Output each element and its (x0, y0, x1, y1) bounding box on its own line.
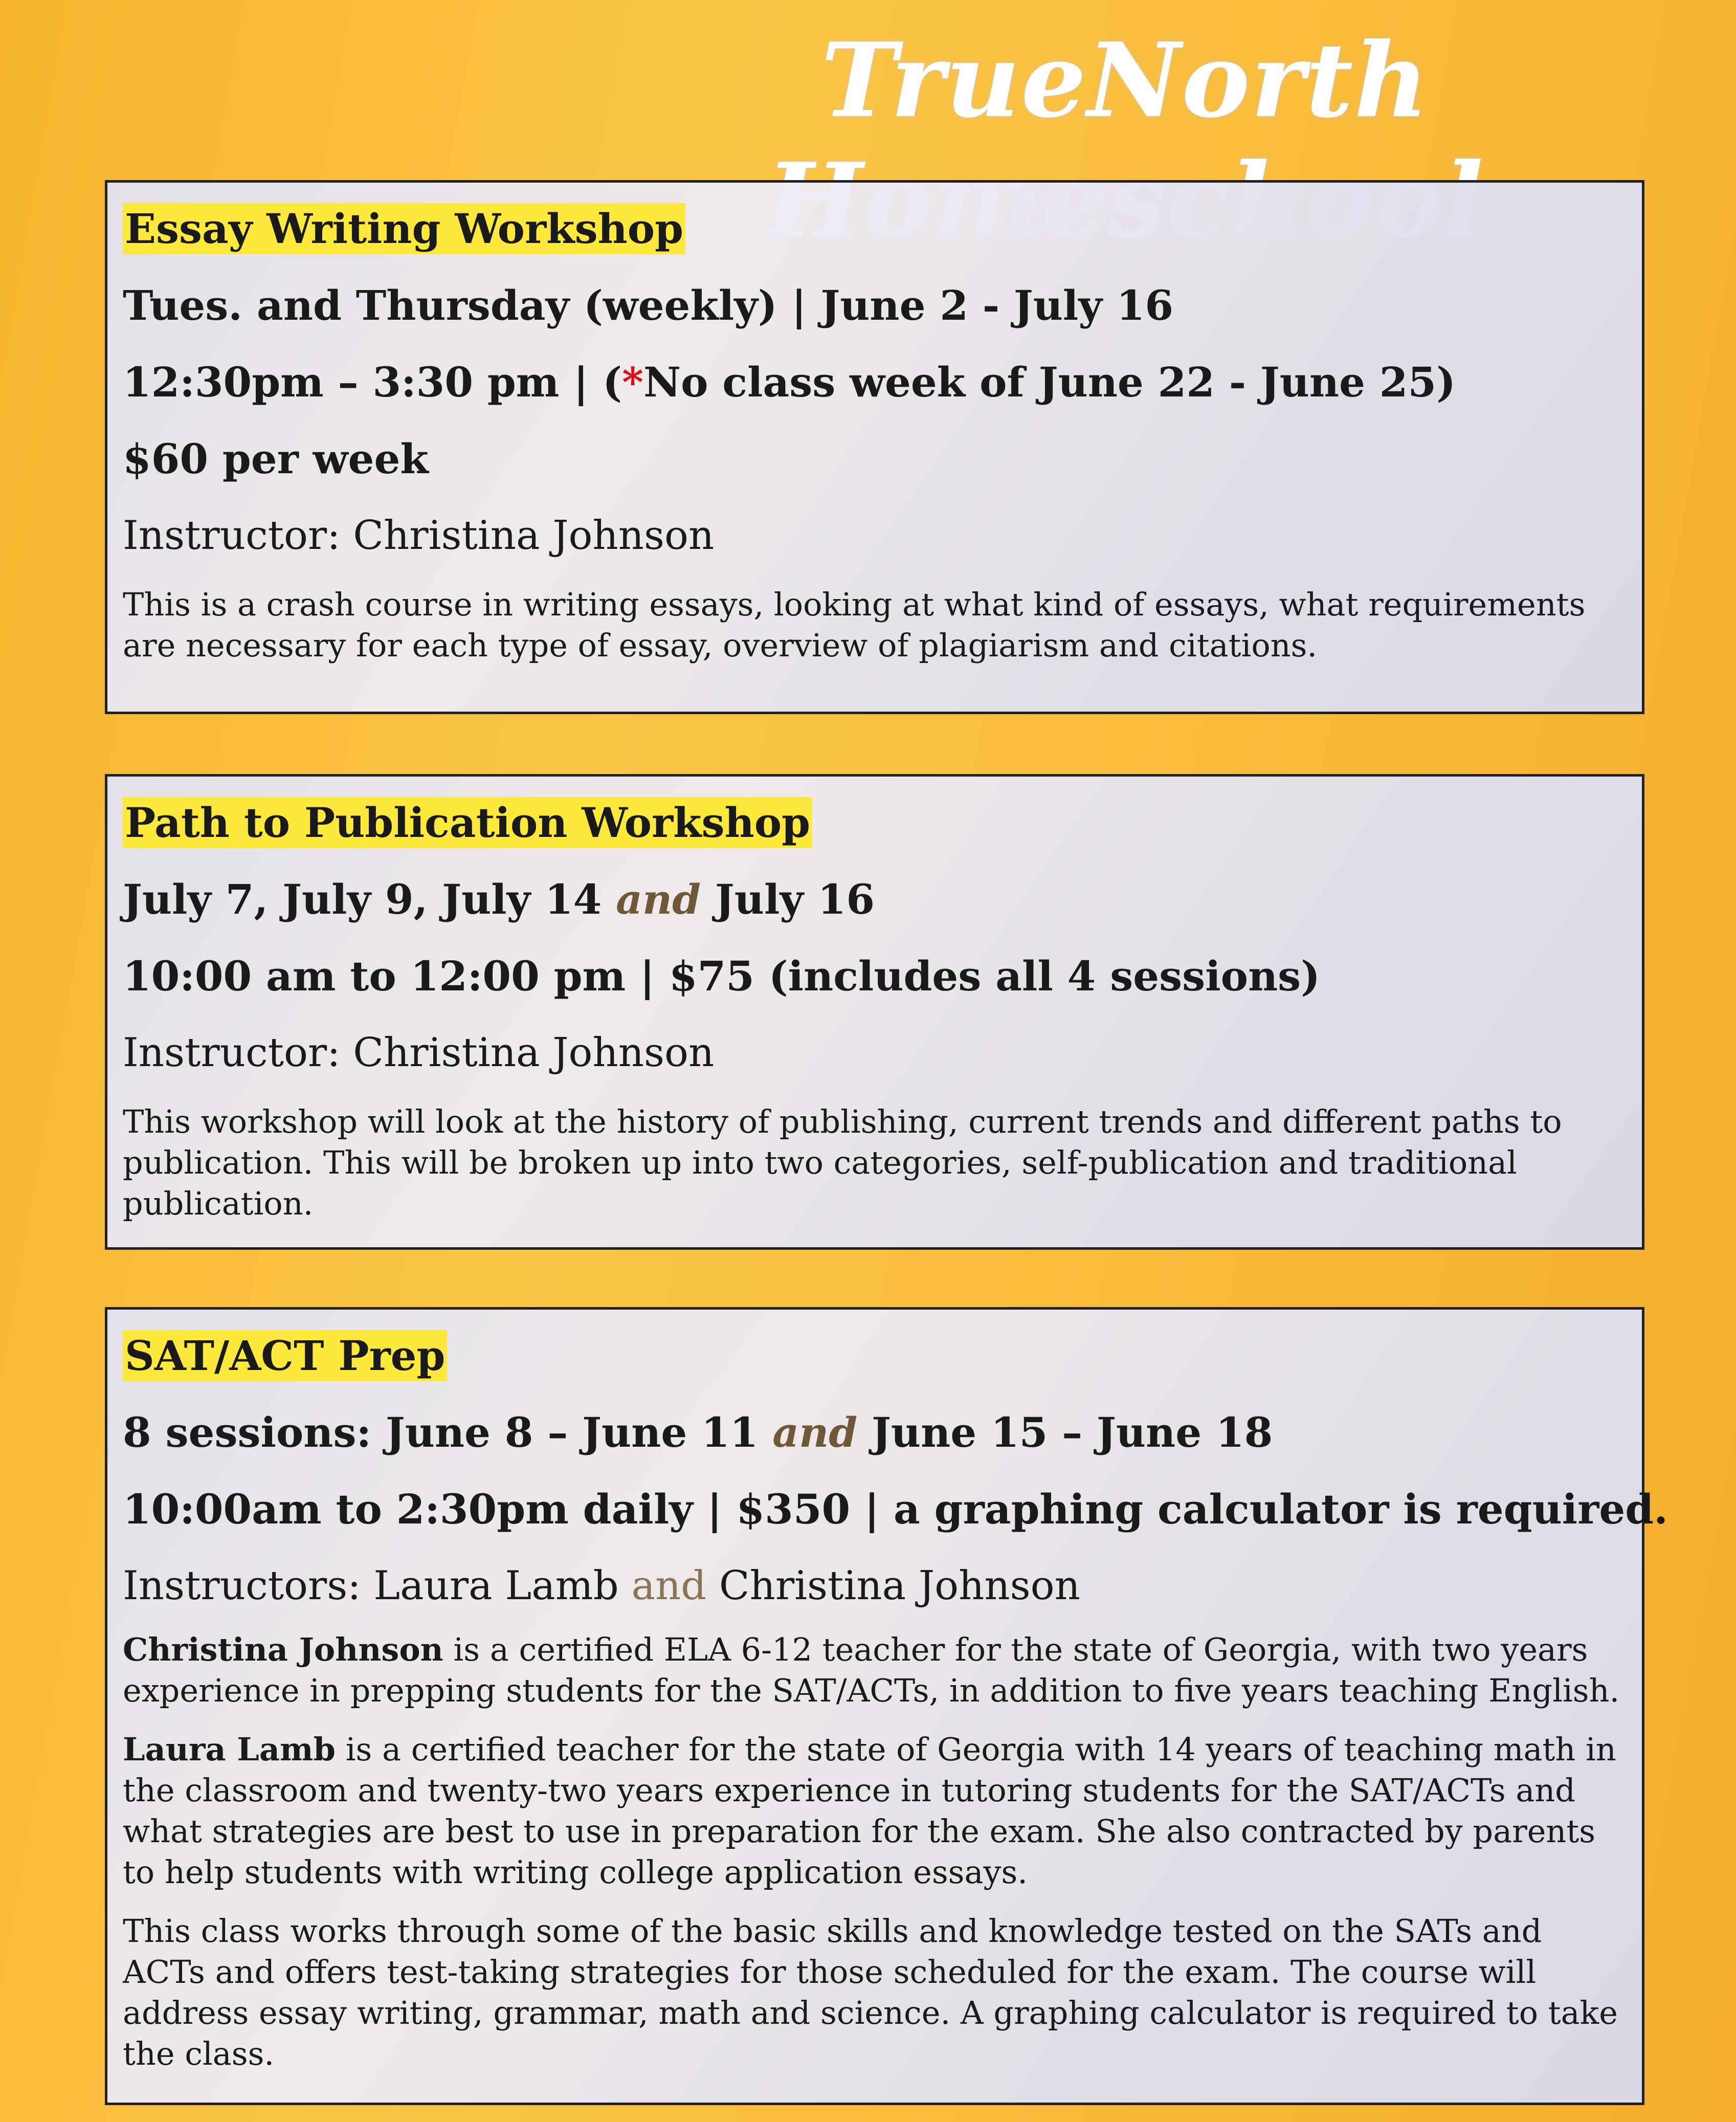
sat-sessions (123, 1407, 1627, 1458)
publication-dates-and: and (616, 875, 701, 923)
sat-instructors-a: Instructors: Laura Lamb (123, 1563, 632, 1609)
sat-sessions-and: and (772, 1408, 858, 1456)
essay-workshop-title: Essay Writing Workshop (123, 203, 685, 254)
sat-instructors-b: Christina Johnson (706, 1563, 1080, 1609)
bio2-text: is a certified teacher for the state of Georgia with 14 years of teaching math in the classroom and twenty-two years experience in tutoring students for the SAT/ACTs and what strategies are best to use in preparation for the exam. She also contracted by parents to help students with writing college application essays. (123, 1731, 1616, 1891)
essay-note: No class week of June 22 - June 25) (643, 358, 1456, 406)
essay-price: $60 per week (123, 435, 429, 483)
sat-instructors-and: and (631, 1563, 707, 1609)
essay-instructor: Instructor: Christina Johnson (123, 513, 715, 559)
bio1-name: Christina Johnson (123, 1631, 443, 1668)
publication-workshop-card (105, 774, 1644, 1250)
publication-workshop-title: Path to Publication Workshop (123, 797, 812, 848)
bio2-name: Laura Lamb (123, 1731, 336, 1768)
essay-time-text: 12:30pm – 3:30 pm | ( (123, 358, 622, 406)
brand-title: TrueNorth (821, 20, 1430, 141)
essay-description: This is a crash course in writing essays, looking at what kind of essays, what requirements are necessary for each type of essay, overview of plagiarism and citations. (123, 586, 1586, 664)
bio-christina-johnson (123, 1629, 1627, 1711)
publication-description: This workshop will look at the history of publishing, current trends and different paths to publication. This will be broken up into two categories, self-publication and traditional publication. (123, 1103, 1562, 1222)
sat-sessions-a: 8 sessions: June 8 – June 11 (123, 1408, 773, 1456)
publication-dates (123, 874, 1627, 925)
sat-time-price: 10:00am to 2:30pm daily | $350 | a graphing calculator is required. (123, 1485, 1668, 1533)
sat-description: This class works through some of the basic skills and knowledge tested on the SATs and ACTs and offers test-taking strategies for those scheduled for the exam. The course will address essay writing, grammar, math and science. A graphing calculator is required to take the class. (123, 1912, 1618, 2072)
sat-sessions-b: June 15 – June 18 (857, 1408, 1273, 1456)
bio1-text: is a certified ELA 6-12 teacher for the state of Georgia, with two years experience in prepping students for the SAT/ACTs, in addition to five years teaching English. (123, 1631, 1620, 1709)
sat-act-prep-card (105, 1307, 1668, 2105)
publication-dates-b: July 16 (701, 875, 875, 923)
publication-instructor: Instructor: Christina Johnson (123, 1030, 715, 1076)
essay-note-asterisk: * (622, 358, 643, 406)
publication-time-price: 10:00 am to 12:00 pm | $75 (includes all 4 sessions) (123, 952, 1321, 1000)
essay-workshop-card (105, 180, 1644, 714)
sat-act-prep-title: SAT/ACT Prep (123, 1330, 447, 1381)
essay-time (123, 357, 1627, 408)
sat-instructors (123, 1560, 1627, 1611)
bio-laura-lamb (123, 1729, 1627, 1893)
essay-schedule: Tues. and Thursday (weekly) | June 2 - July 16 (123, 281, 1173, 329)
publication-dates-a: July 7, July 9, July 14 (123, 875, 616, 923)
